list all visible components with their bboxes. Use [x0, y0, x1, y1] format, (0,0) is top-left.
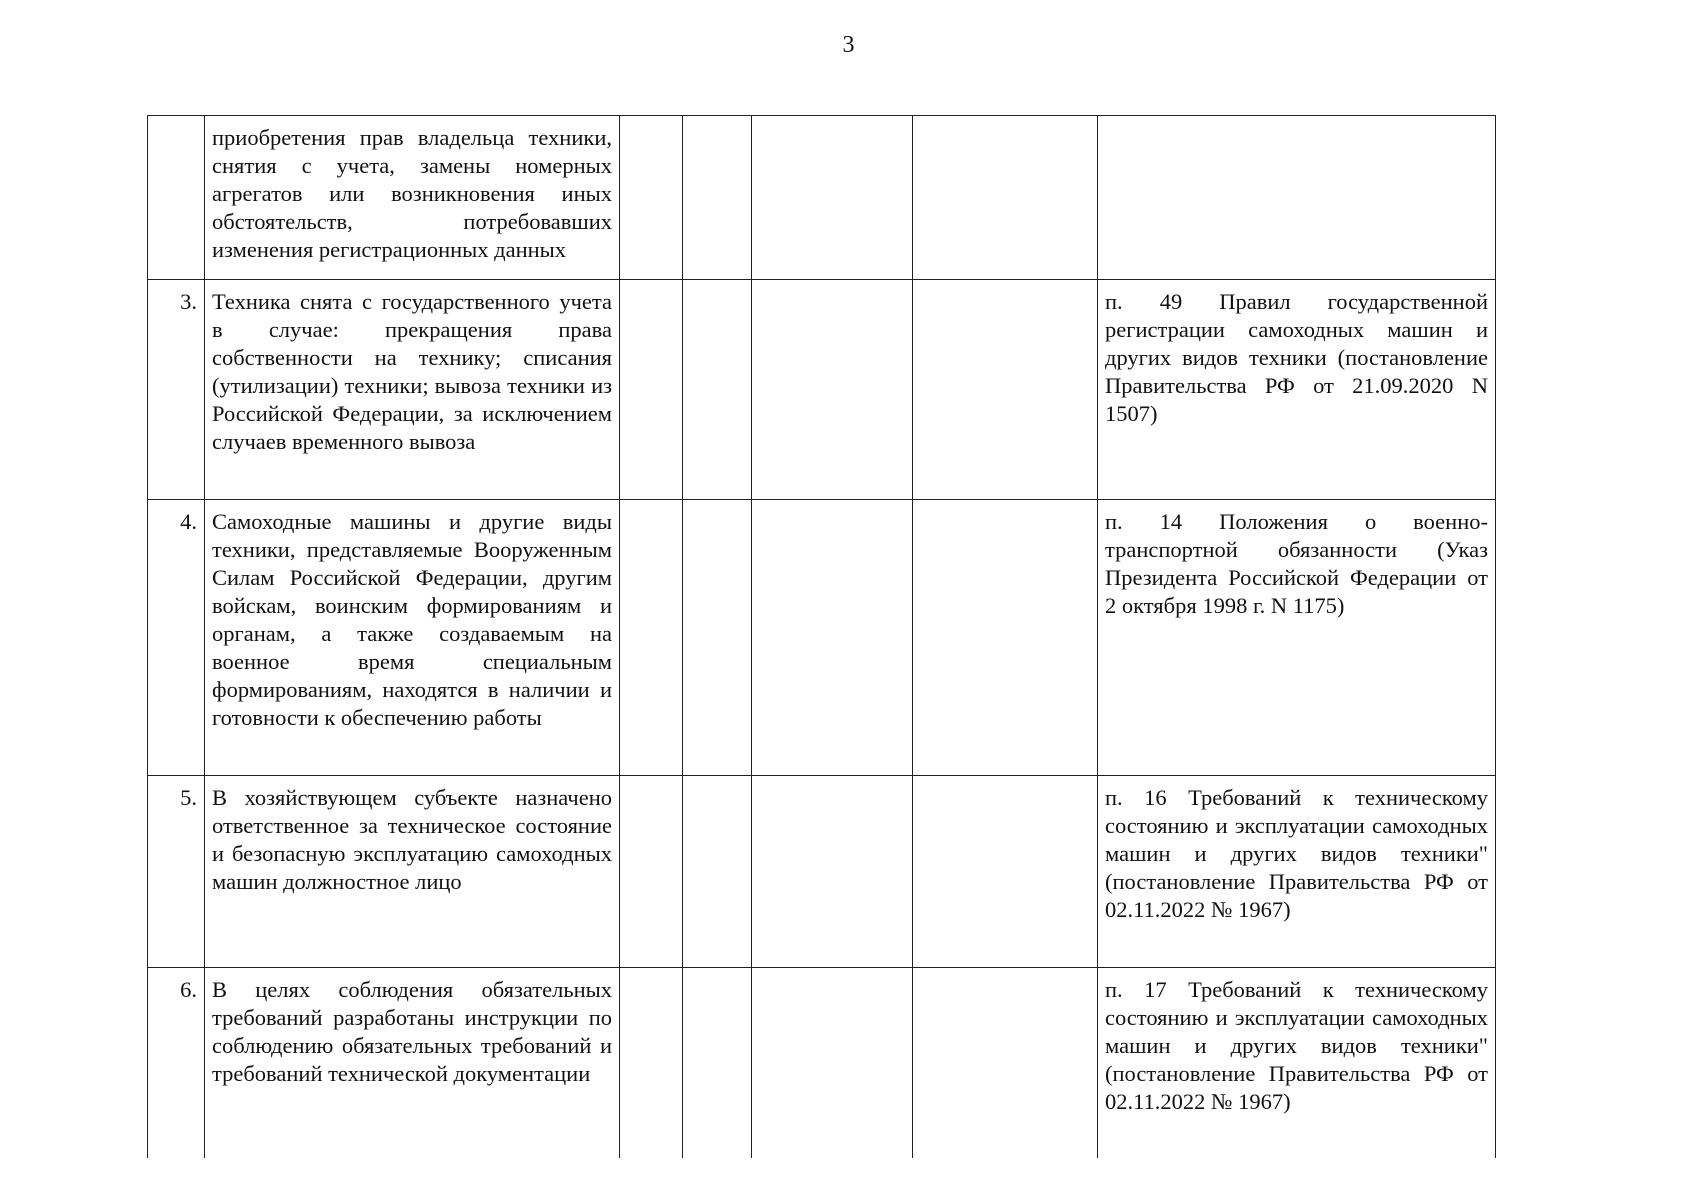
legal-reference: п. 14 Положения о военно-транспортной обязанности (Указ Президента Российской Федерации от 2 октября 1998 г. N 1175)	[1098, 500, 1496, 776]
note-cell	[913, 280, 1098, 500]
page-number: 3	[842, 32, 855, 58]
row-number: 5.	[148, 776, 205, 968]
answer-cell-yes	[620, 116, 683, 280]
answer-cell-not-applicable	[752, 968, 913, 1158]
table-row	[148, 116, 1496, 280]
answer-cell-yes	[620, 500, 683, 776]
answer-cell-not-applicable	[752, 500, 913, 776]
answer-cell-no	[683, 968, 752, 1158]
checklist-table	[147, 115, 1496, 1158]
row-number	[148, 116, 205, 280]
requirement-text: В целях соблюдения обязательных требований разработаны инструкции по соблюдению обязательных требований и требований технической документации	[205, 968, 620, 1158]
answer-cell-yes	[620, 280, 683, 500]
answer-cell-no	[683, 776, 752, 968]
answer-cell-no	[683, 500, 752, 776]
note-cell	[913, 116, 1098, 280]
answer-cell-no	[683, 280, 752, 500]
row-number: 4.	[148, 500, 205, 776]
legal-reference	[1098, 116, 1496, 280]
legal-reference: п. 16 Требований к техническому состоянию и эксплуатации самоходных машин и других видов техники" (постановление Правительства РФ от 02.11.2022 № 1967)	[1098, 776, 1496, 968]
requirement-text: Самоходные машины и другие виды техники, представляемые Вооруженным Силам Российской Федерации, другим войскам, воинским формированиям и органам, а также создаваемым на военное время специальным формированиям, находятся в наличии и готовности к обеспечению работы	[205, 500, 620, 776]
requirement-text: В хозяйствующем субъекте назначено ответственное за техническое состояние и безопасную эксплуатацию самоходных машин должностное лицо	[205, 776, 620, 968]
note-cell	[913, 968, 1098, 1158]
row-number: 6.	[148, 968, 205, 1158]
table-row	[148, 776, 1496, 968]
note-cell	[913, 500, 1098, 776]
answer-cell-not-applicable	[752, 776, 913, 968]
requirement-text: приобретения прав владельца техники, снятия с учета, замены номерных агрегатов или возникновения иных обстоятельств, потребовавших изменения регистрационных данных	[205, 116, 620, 280]
row-number: 3.	[148, 280, 205, 500]
answer-cell-yes	[620, 776, 683, 968]
table-row	[148, 280, 1496, 500]
requirement-text: Техника снята с государственного учета в случае: прекращения права собственности на технику; списания (утилизации) техники; вывоза техники из Российской Федерации, за исключением случаев временного вывоза	[205, 280, 620, 500]
answer-cell-yes	[620, 968, 683, 1158]
legal-reference: п. 49 Правил государственной регистрации самоходных машин и других видов техники (постановление Правительства РФ от 21.09.2020 N 1507)	[1098, 280, 1496, 500]
note-cell	[913, 776, 1098, 968]
table-row	[148, 500, 1496, 776]
answer-cell-no	[683, 116, 752, 280]
table-row	[148, 968, 1496, 1158]
answer-cell-not-applicable	[752, 280, 913, 500]
legal-reference: п. 17 Требований к техническому состоянию и эксплуатации самоходных машин и других видов техники" (постановление Правительства РФ от 02.11.2022 № 1967)	[1098, 968, 1496, 1158]
answer-cell-not-applicable	[752, 116, 913, 280]
